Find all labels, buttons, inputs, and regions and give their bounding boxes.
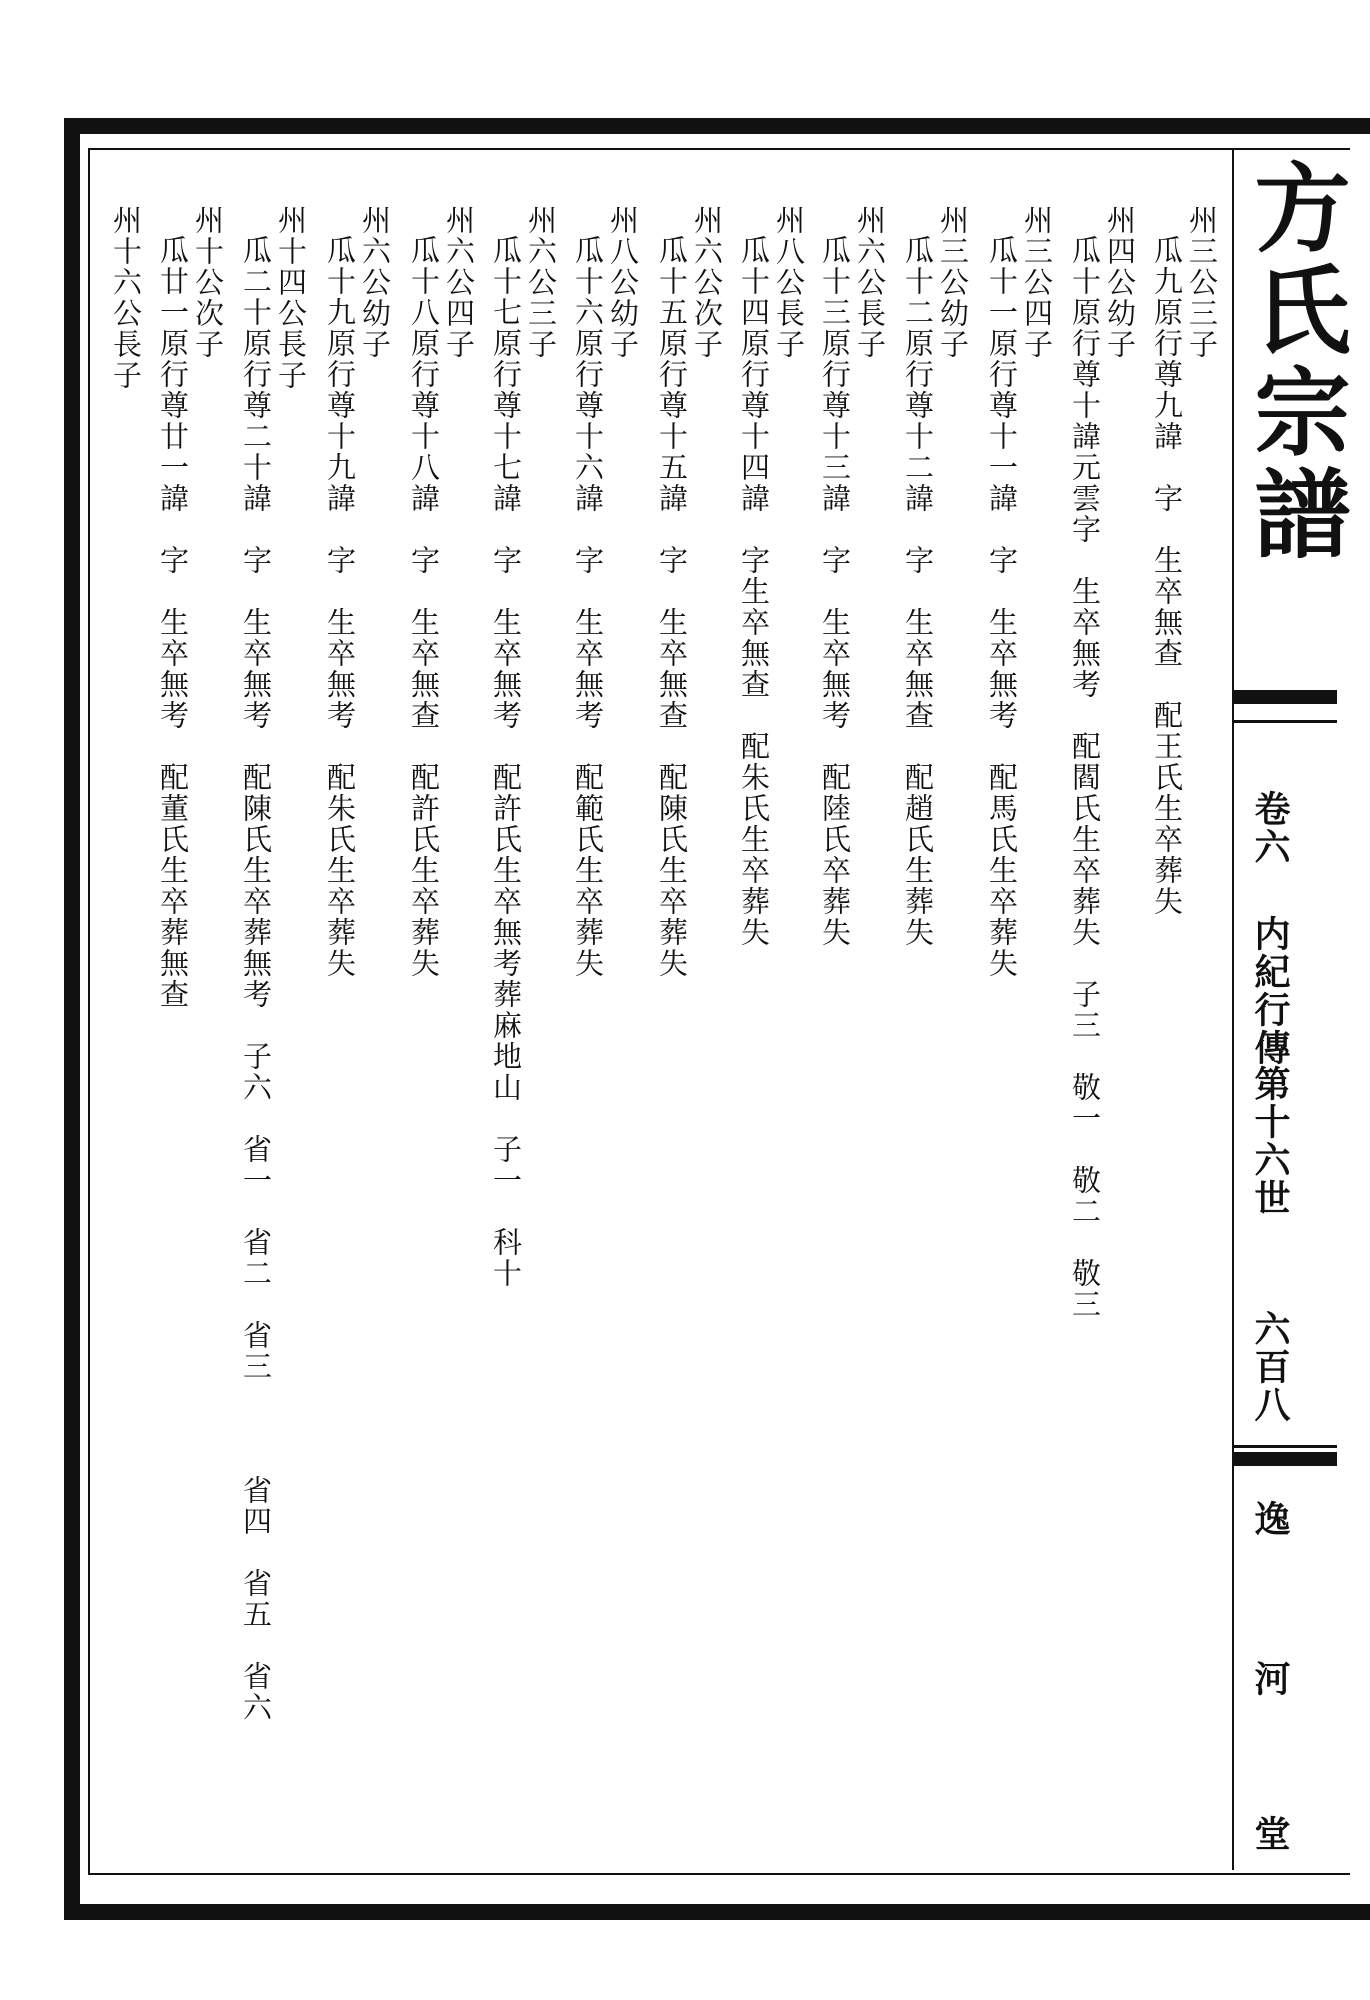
genealogy-column: 瓜十四原行尊十四諱 字生卒無查 配朱氏生卒葬失: [737, 235, 771, 948]
generation-label: 第十六世: [1249, 1065, 1291, 1217]
genealogy-column: 瓜十七原行尊十七諱 字 生卒無考 配許氏生卒無考葬麻地山 子一 科十: [489, 235, 523, 1289]
genealogy-column: 瓜十六原行尊十六諱 字 生卒無考 配範氏生卒葬失: [571, 235, 605, 979]
volume-label: 卷六: [1249, 790, 1291, 866]
title-separator-thin: [1234, 720, 1337, 723]
genealogy-column: 州十公次子: [191, 205, 225, 360]
book-title: 方氏宗譜: [1239, 158, 1352, 566]
genealogy-column: 瓜十原行尊十諱元雲字 生卒無考 配閻氏生卒葬失 子三 敬一 敬二 敬三: [1068, 235, 1102, 1320]
page-number: 六百八: [1249, 1310, 1291, 1424]
genealogy-column: 州三公四子: [1020, 205, 1054, 360]
footer-separator-thin: [1234, 1445, 1337, 1448]
genealogy-column: 州六公次子: [690, 205, 724, 360]
genealogy-column: 州四公幼子: [1103, 205, 1137, 360]
genealogy-column: 瓜二十原行尊二十諱 字 生卒無考 配陳氏生卒葬無考 子六 省一 省二 省三: [239, 235, 273, 1382]
genealogy-column: 州八公幼子: [606, 205, 640, 360]
genealogy-column: 瓜十二原行尊十二諱 字 生卒無查 配趙氏生葬失: [901, 235, 935, 948]
genealogy-column: 州八公長子: [772, 205, 806, 360]
genealogy-column: 州三公三子: [1185, 205, 1219, 360]
genealogy-column: 州十四公長子: [274, 205, 308, 391]
footer-separator: [1234, 1452, 1337, 1466]
genealogy-column: 州六公幼子: [358, 205, 392, 360]
title-separator: [1234, 690, 1337, 704]
hall-name-char: 河: [1249, 1660, 1291, 1696]
section-label: 内紀行傳: [1249, 915, 1291, 1067]
genealogy-column: 州六公四子: [442, 205, 476, 360]
genealogy-column: 瓜十五原行尊十五諱 字 生卒無查 配陳氏生卒葬失: [655, 235, 689, 979]
genealogy-column: 瓜九原行尊九諱 字 生卒無查 配王氏生卒葬失: [1150, 235, 1184, 917]
hall-name-char: 堂: [1249, 1815, 1291, 1851]
hall-name-char: 逸: [1249, 1500, 1291, 1536]
genealogy-column: 瓜十三原行尊十三諱 字 生卒無考 配陸氏卒葬失: [818, 235, 852, 948]
genealogy-column: 州十六公長子: [109, 205, 143, 391]
genealogy-column: 州六公三子: [524, 205, 558, 360]
genealogy-column: 瓜廿一原行尊廿一諱 字 生卒無考 配董氏生卒葬無查: [156, 235, 190, 1010]
genealogy-column: 瓜十一原行尊十一諱 字 生卒無考 配馬氏生卒葬失: [985, 235, 1019, 979]
genealogy-column: 瓜十八原行尊十八諱 字 生卒無查 配許氏生卒葬失: [407, 235, 441, 979]
genealogy-column: 州六公長子: [853, 205, 887, 360]
genealogy-column: 省四 省五 省六: [239, 1475, 273, 1723]
genealogy-column: 州三公幼子: [936, 205, 970, 360]
margin-divider: [1232, 150, 1234, 1870]
genealogy-column: 瓜十九原行尊十九諱 字 生卒無考 配朱氏生卒葬失: [323, 235, 357, 979]
